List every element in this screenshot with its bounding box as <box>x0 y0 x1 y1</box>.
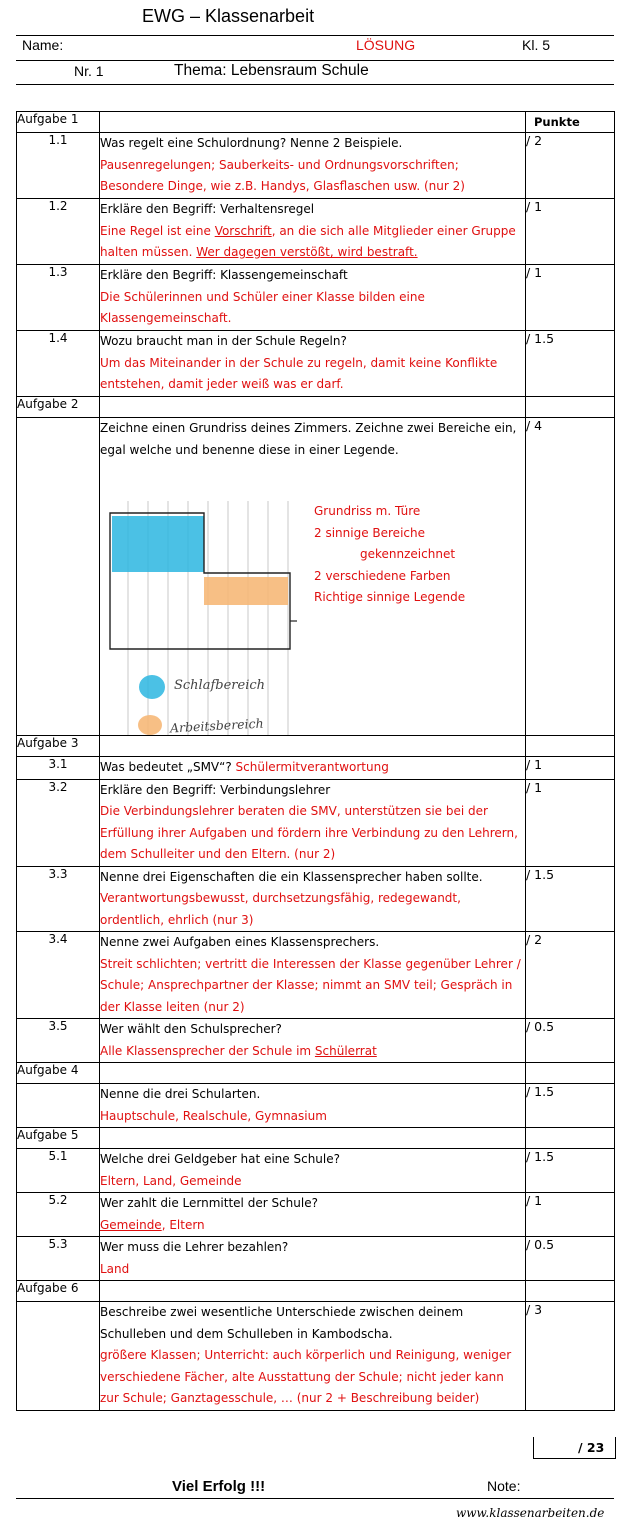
question-number: 1.4 <box>17 331 100 397</box>
table-row <box>17 133 615 199</box>
question-cell <box>100 1019 526 1063</box>
legend-swatch-sleep <box>139 675 165 699</box>
good-luck-text: Viel Erfolg !!! <box>172 1478 266 1495</box>
points-value: / 1 <box>526 757 615 780</box>
question-cell <box>100 265 526 331</box>
question-text: Wozu braucht man in der Schule Regeln? <box>100 334 347 348</box>
table-row <box>17 1019 615 1063</box>
section-row <box>17 736 615 757</box>
criteria-item: 2 sinnige Bereiche <box>314 525 425 540</box>
question-text: Welche drei Geldgeber hat eine Schule? <box>100 1152 340 1166</box>
question-text: Erkläre den Begriff: Verbindungslehrer <box>100 782 331 797</box>
legend-label-work: Arbeitsbereich <box>169 715 264 736</box>
question-text: Erkläre den Begriff: Klassengemeinschaft <box>100 268 348 282</box>
question-number: 5.1 <box>17 1149 100 1193</box>
question-number: 3.4 <box>17 932 100 1019</box>
watermark: www.klassenarbeiten.de <box>456 1506 605 1520</box>
section-row <box>17 1281 615 1302</box>
points-value: / 1 <box>526 779 615 866</box>
table-row <box>17 418 615 736</box>
sleep-area-marking <box>112 516 204 572</box>
work-area-marking <box>204 577 288 605</box>
table-row <box>17 757 615 780</box>
points-value: / 4 <box>526 418 615 736</box>
points-header: Punkte <box>526 112 615 133</box>
question-cell <box>100 932 526 1019</box>
answer-text: Verantwortungsbewusst, durchsetzungsfähig, redegewandt, ordentlich, ehrlich (nur 3) <box>100 891 461 927</box>
section-label: Aufgabe 2 <box>17 397 100 418</box>
name-label: Name: <box>22 37 64 53</box>
answer-text: Alle Klassensprecher der Schule im Schülerrat <box>100 1043 377 1058</box>
question-number: 3.3 <box>17 866 100 932</box>
question-cell <box>100 331 526 397</box>
question-number: 1.2 <box>17 199 100 265</box>
section-row <box>17 112 615 133</box>
underlined-term: Schülerrat <box>314 1043 377 1058</box>
question-number: 1.1 <box>17 133 100 199</box>
name-line <box>16 60 614 61</box>
points-value: / 1.5 <box>526 1084 615 1128</box>
answer-text: Die Schülerinnen und Schüler einer Klasse bilden eine Klassengemeinschaft. <box>100 289 425 325</box>
question-cell <box>100 1302 526 1411</box>
points-value: / 1 <box>526 265 615 331</box>
answer-text: Streit schlichten; vertritt die Interessen der Klasse gegenüber Lehrer / Schule; Ansprechpartner der Klasse; nimmt an SMV teil; Gespräch in der Klasse leiten (nur 2) <box>100 956 521 1014</box>
answer-text: größere Klassen; Unterricht: auch körperlich und Reinigung, weniger verschiedene Fächer, alte Ausstattung der Schule; nicht jeder kann zur Schule; Ganztagesschule, … (nur 2 + Beschreibung beider) <box>100 1348 512 1405</box>
table-row <box>17 779 615 866</box>
points-value: / 1 <box>526 1193 615 1237</box>
question-text: Zeichne einen Grundriss deines Zimmers. Zeichne zwei Bereiche ein, egal welche und benenne diese in einer Legende. <box>100 421 517 457</box>
points-value: / 1.5 <box>526 331 615 397</box>
table-row <box>17 1237 615 1281</box>
section-row <box>17 397 615 418</box>
number-label: Nr. 1 <box>74 63 104 79</box>
answer-text: Gemeinde, Eltern <box>100 1217 205 1232</box>
section-row <box>17 1128 615 1149</box>
question-number: 5.3 <box>17 1237 100 1281</box>
section-row <box>17 1063 615 1084</box>
question-text: Was regelt eine Schulordnung? Nenne 2 Beispiele. <box>100 136 403 150</box>
footer-rule <box>16 1498 614 1499</box>
criteria-item: Richtige sinnige Legende <box>314 590 466 604</box>
table-row <box>17 932 615 1019</box>
section-label: Aufgabe 3 <box>17 736 100 757</box>
table-row <box>17 265 615 331</box>
exam-table <box>16 111 615 1411</box>
question-cell <box>100 199 526 265</box>
points-value: / 1 <box>526 199 615 265</box>
question-number: 3.2 <box>17 779 100 866</box>
underlined-term: Wer dagegen verstößt, wird bestraft. <box>196 245 418 259</box>
question-text: Nenne zwei Aufgaben eines Klassensprechers. <box>100 935 380 949</box>
answer-text: Eine Regel ist eine Vorschrift, an die sich alle Mitglieder einer Gruppe halten müssen. Wer dagegen verstößt, wird bestraft. <box>100 223 516 259</box>
question-cell <box>100 757 526 780</box>
class-label: Kl. 5 <box>522 37 551 53</box>
question-cell <box>100 866 526 932</box>
question-number: 5.2 <box>17 1193 100 1237</box>
points-value: / 1.5 <box>526 1149 615 1193</box>
question-text: Wer wählt den Schulsprecher? <box>100 1022 282 1036</box>
points-value: / 2 <box>526 133 615 199</box>
section-label: Aufgabe 1 <box>17 112 100 133</box>
question-text: Was bedeutet „SMV“? <box>100 760 236 774</box>
points-value: / 2 <box>526 932 615 1019</box>
question-cell <box>100 1084 526 1128</box>
table-row <box>17 1302 615 1411</box>
legend-label-sleep: Schlafbereich <box>174 678 266 693</box>
section-label: Aufgabe 6 <box>17 1281 100 1302</box>
table-row <box>17 199 615 265</box>
total-points: / 23 <box>578 1440 605 1455</box>
answer-text: Schülermitverantwortung <box>235 760 389 774</box>
question-text: Wer muss die Lehrer bezahlen? <box>100 1240 289 1254</box>
answer-text: Eltern, Land, Gemeinde <box>100 1173 242 1188</box>
underlined-term: Vorschrift <box>214 223 272 238</box>
answer-text: Hauptschule, Realschule, Gymnasium <box>100 1108 327 1123</box>
question-text: Beschreibe zwei wesentliche Unterschiede zwischen deinem Schulleben und dem Schulleben in Kambodscha. <box>100 1305 464 1341</box>
answer-text: Pausenregelungen; Sauberkeits- und Ordnungsvorschriften; Besondere Dinge, wie z.B. Handys, Glasflaschen usw. (nur 2) <box>100 157 465 193</box>
topic-label: Thema: Lebensraum Schule <box>174 62 369 79</box>
question-cell <box>100 779 526 866</box>
question-number: 3.5 <box>17 1019 100 1063</box>
grade-label: Note: <box>487 1478 521 1494</box>
section-label: Aufgabe 5 <box>17 1128 100 1149</box>
table-row <box>17 866 615 932</box>
criteria-item: Grundriss m. Türe <box>314 504 421 518</box>
question-text: Erkläre den Begriff: Verhaltensregel <box>100 202 315 216</box>
points-value: / 3 <box>526 1302 615 1411</box>
question-text: Nenne die drei Schularten. <box>100 1087 261 1101</box>
criteria-item: 2 verschiedene Farben <box>314 568 451 583</box>
table-row <box>17 1084 615 1128</box>
points-value: / 0.5 <box>526 1019 615 1063</box>
solution-label: LÖSUNG <box>356 37 416 53</box>
table-row <box>17 1149 615 1193</box>
answer-text: Land <box>100 1261 130 1276</box>
answer-text: Um das Miteinander in der Schule zu regeln, damit keine Konflikte entstehen, damit jeder weiß was er darf. <box>100 355 498 391</box>
table-row <box>17 331 615 397</box>
criteria-item: gekennzeichnet <box>360 547 456 561</box>
criteria-list <box>314 501 465 609</box>
header-top-rule <box>16 35 614 36</box>
legend-swatch-work <box>138 715 162 735</box>
total-points-box <box>533 1437 616 1459</box>
question-cell <box>100 1149 526 1193</box>
question-cell <box>100 418 526 736</box>
question-number: 3.1 <box>17 757 100 780</box>
page-title: EWG – Klassenarbeit <box>142 6 315 26</box>
question-text: Nenne drei Eigenschaften die ein Klassensprecher haben sollte. <box>100 869 483 884</box>
answer-text: Die Verbindungslehrer beraten die SMV, unterstützen sie bei der Erfüllung ihrer Aufgaben und fördern ihre Verbindung zu den Lehrern, dem Schulleiter und den Eltern. (nur 2) <box>100 804 518 861</box>
points-value: / 1.5 <box>526 866 615 932</box>
header-bottom-rule <box>16 84 614 85</box>
underlined-term: Gemeinde <box>100 1217 162 1232</box>
question-number: 1.3 <box>17 265 100 331</box>
table-row <box>17 1193 615 1237</box>
question-text: Wer zahlt die Lernmittel der Schule? <box>100 1196 318 1210</box>
points-value: / 0.5 <box>526 1237 615 1281</box>
section-label: Aufgabe 4 <box>17 1063 100 1084</box>
floor-plan-area <box>100 461 525 735</box>
question-cell <box>100 133 526 199</box>
question-cell <box>100 1193 526 1237</box>
question-cell <box>100 1237 526 1281</box>
